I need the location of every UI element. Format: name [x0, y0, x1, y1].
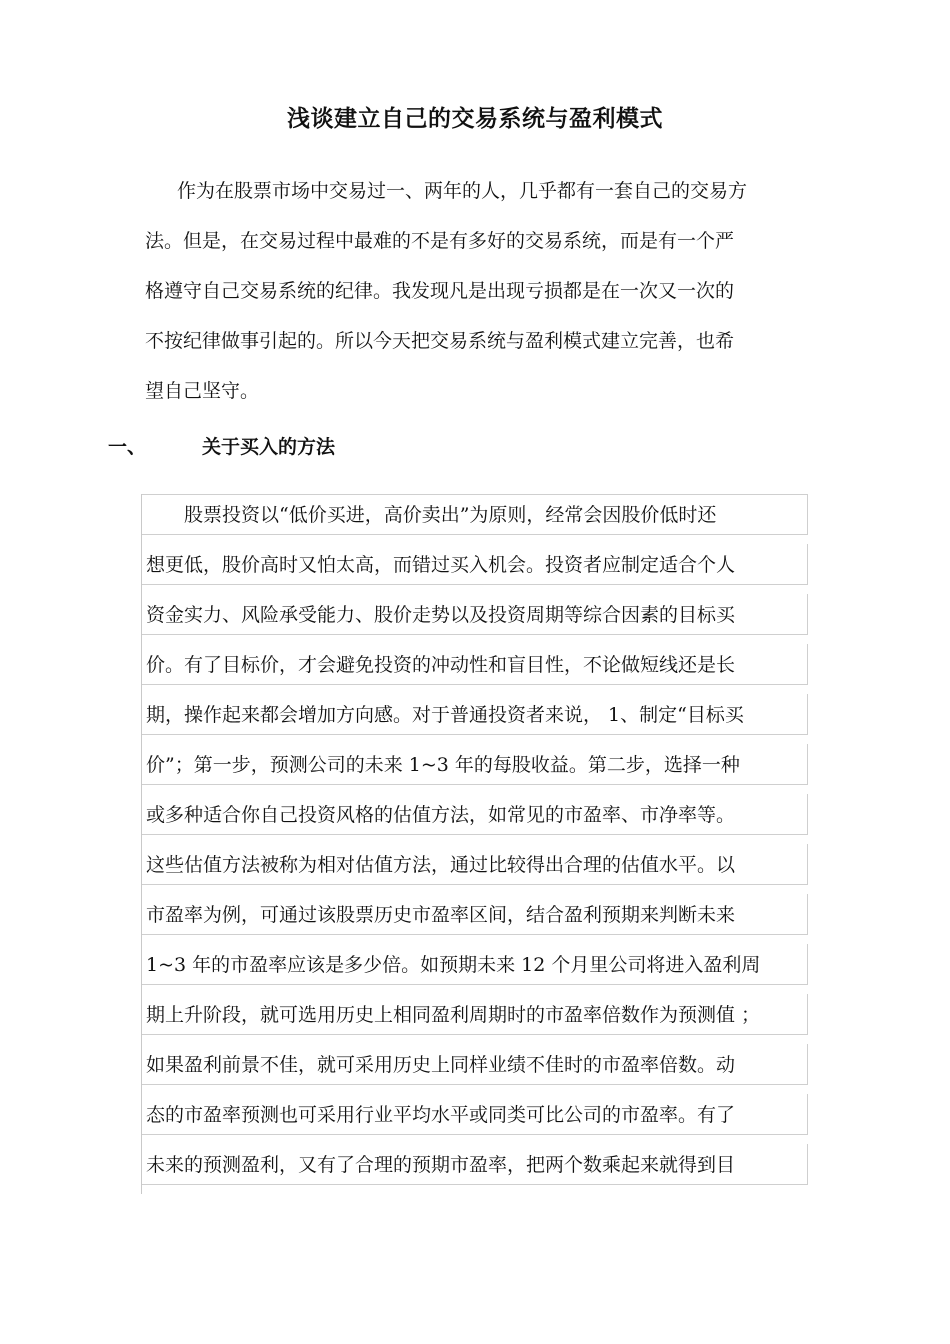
body-line: [141, 844, 808, 894]
body-line-text: 未来的预测盈利，又有了合理的预期市盈率，把两个数乘起来就得到目: [146, 1154, 736, 1176]
body-line: [141, 594, 808, 644]
body-line: [141, 944, 808, 994]
section-heading: [108, 430, 335, 464]
body-line-text: 市盈率为例，可通过该股票历史市盈率区间，结合盈利预期来判断未来: [146, 904, 736, 926]
intro-line: 作为在股票市场中交易过一、两年的人，几乎都有一套自己的交易方: [177, 180, 748, 202]
body-line: [141, 744, 808, 794]
page-title: 浅谈建立自己的交易系统与盈利模式: [287, 106, 663, 132]
body-line: [141, 1094, 808, 1144]
body-line: [141, 544, 808, 594]
section-heading-text: 关于买入的方法: [202, 436, 336, 458]
body-line-text: 资金实力、风险承受能力、股价走势以及投资周期等综合因素的目标买: [146, 604, 736, 626]
body-line-text: 或多种适合你自己投资风格的估值方法，如常见的市盈率、市净率等。: [146, 804, 736, 826]
body-line-text: 期上升阶段，就可选用历史上相同盈利周期时的市盈率倍数作为预测值 ；: [146, 1004, 761, 1026]
body-line: [141, 644, 808, 694]
body-line-text: 股票投资以“低价买进，高价卖出”为原则，经常会因股价低时还: [184, 504, 717, 526]
section-body: [141, 494, 808, 1194]
intro-line: 法。但是，在交易过程中最难的不是有多好的交易系统，而是有一个严: [145, 230, 735, 252]
body-line: [141, 694, 808, 744]
body-line-text: 价。有了目标价，才会避免投资的冲动性和盲目性，不论做短线还是长: [146, 654, 736, 676]
body-line-text: 这些估值方法被称为相对估值方法，通过比较得出合理的估值水平。以: [146, 854, 736, 876]
body-line: [141, 894, 808, 944]
intro-paragraph: [145, 166, 795, 416]
body-line-text: 1~3 年的市盈率应该是多少倍。如预期未来 12 个月里公司将进入盈利周: [146, 954, 761, 976]
body-line: [141, 1144, 808, 1194]
intro-line: 格遵守自己交易系统的纪律。我发现凡是出现亏损都是在一次又一次的: [145, 280, 735, 302]
body-line-text: 价”；第一步，预测公司的未来 1~3 年的每股收益。第二步，选择一种: [146, 754, 740, 776]
body-line-text: 如果盈利前景不佳，就可采用历史上同样业绩不佳时的市盈率倍数。动: [146, 1054, 736, 1076]
body-line-text: 态的市盈率预测也可采用行业平均水平或同类可比公司的市盈率。有了: [146, 1104, 736, 1126]
intro-line: 望自己坚守。: [145, 380, 260, 402]
body-line: [141, 794, 808, 844]
body-line: [141, 994, 808, 1044]
body-line: [141, 1044, 808, 1094]
body-line-text: 想更低，股价高时又怕太高，而错过买入机会。投资者应制定适合个人: [146, 554, 736, 576]
intro-line: 不按纪律做事引起的。所以今天把交易系统与盈利模式建立完善，也希: [145, 330, 735, 352]
body-line-text: 期，操作起来都会增加方向感。对于普通投资者来说， 1、制定“目标买: [146, 704, 744, 726]
section-number: 一、: [108, 436, 147, 458]
body-line: [141, 494, 808, 544]
